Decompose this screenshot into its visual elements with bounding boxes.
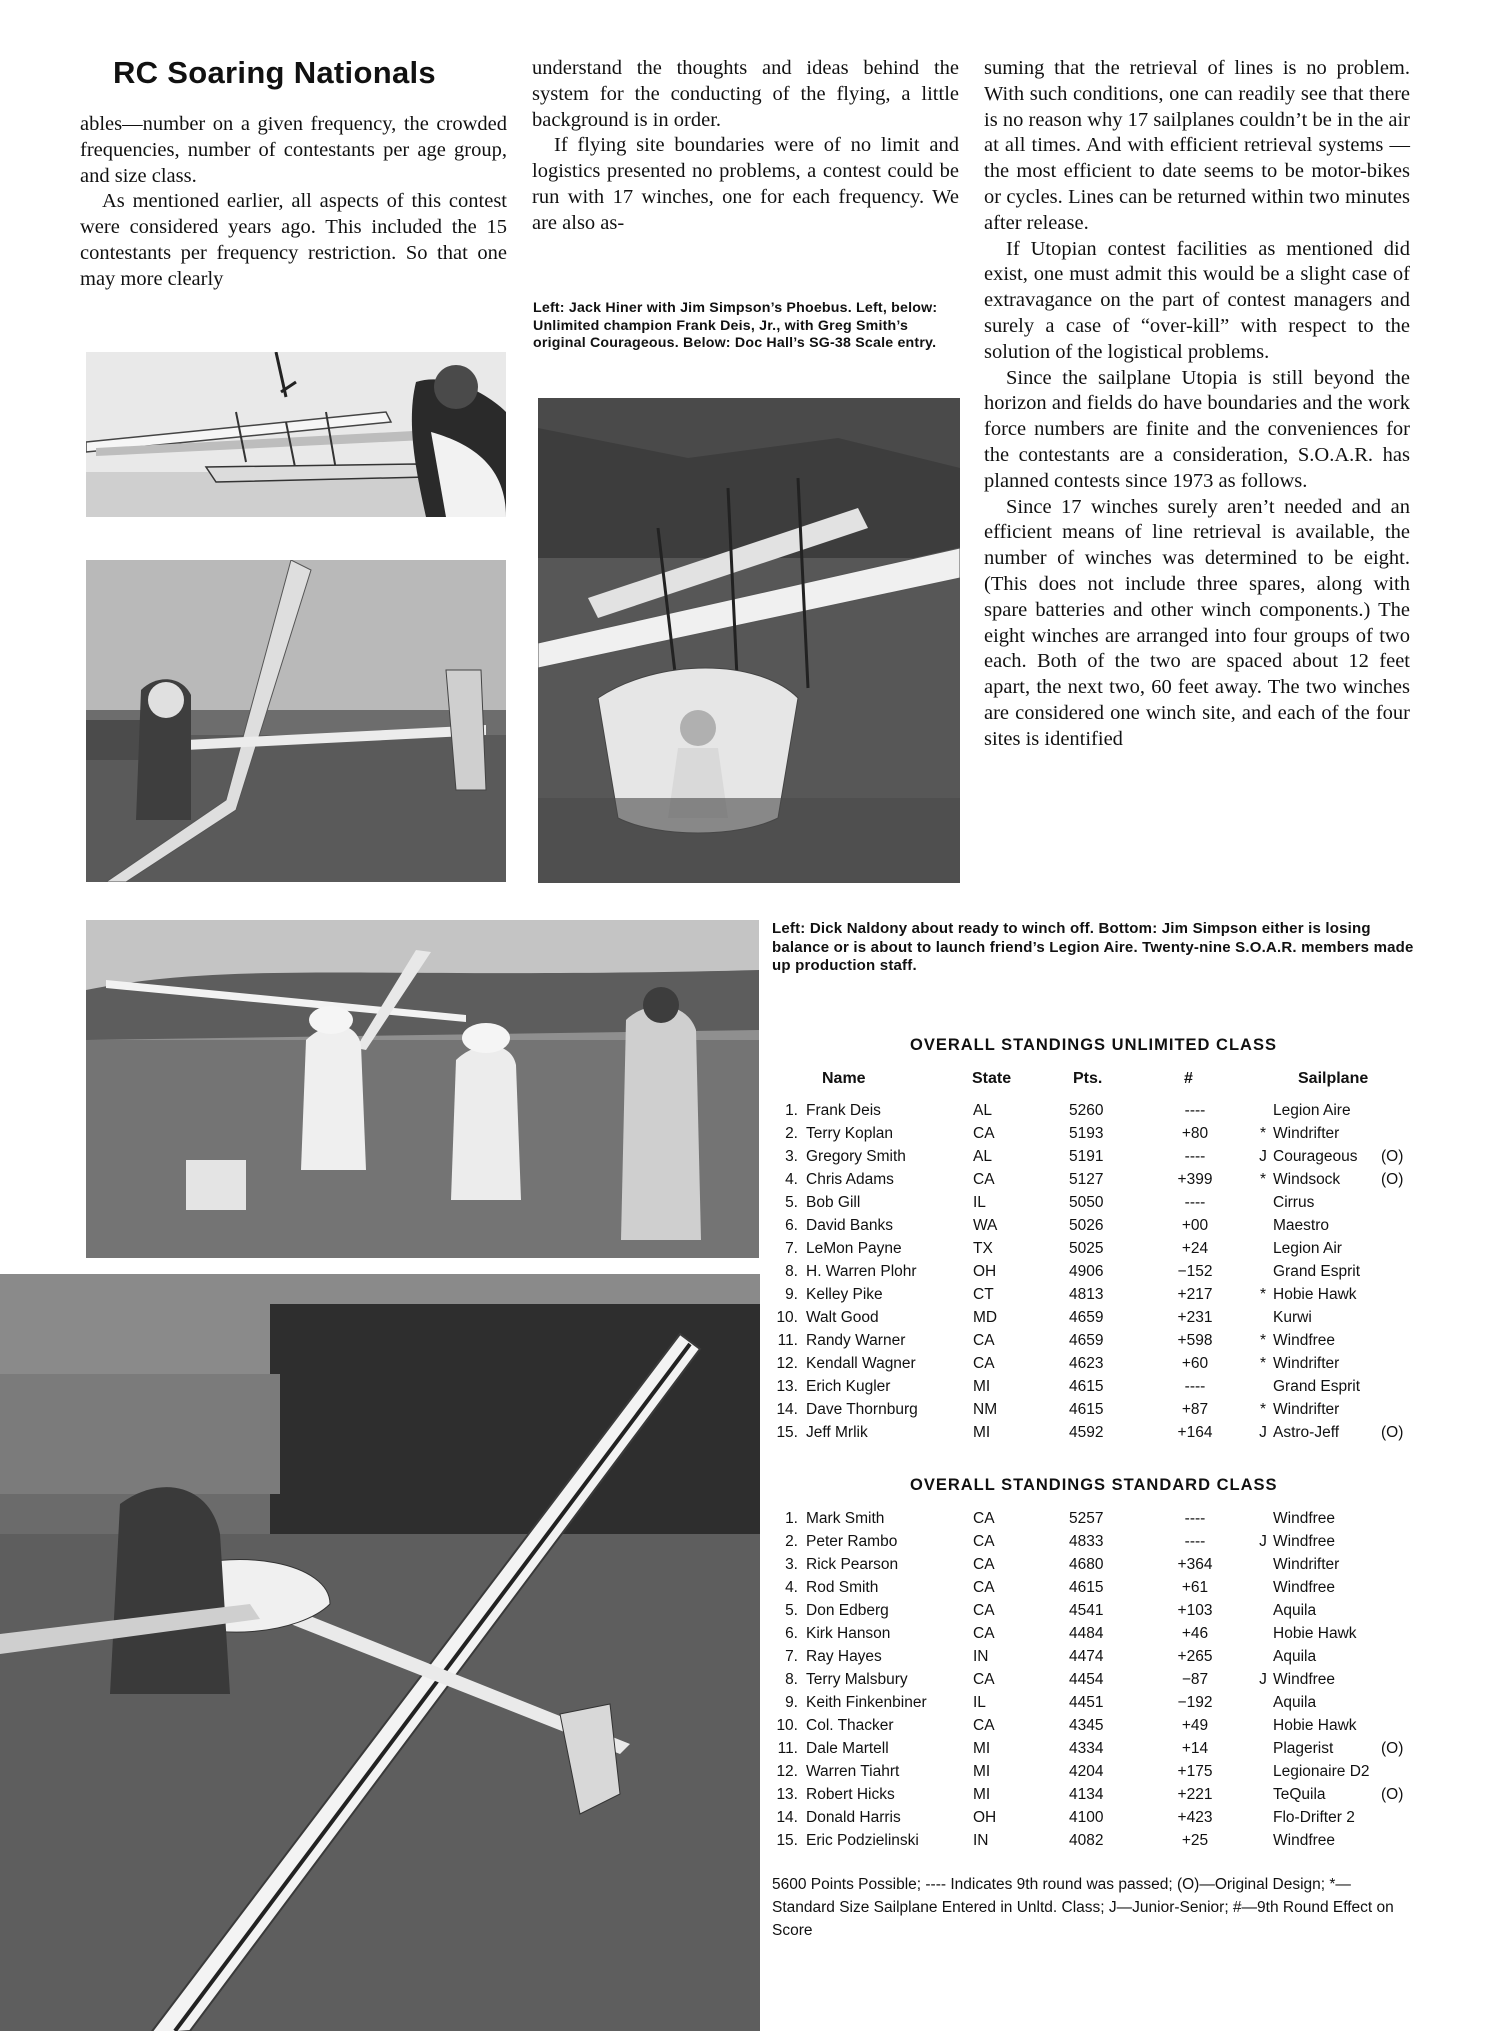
round-effect: +46	[1181, 1625, 1209, 1642]
rank: 1.	[785, 1510, 798, 1527]
table-row	[770, 1286, 1410, 1309]
contestant-name: Jeff Mrlik	[806, 1424, 868, 1441]
contestant-name: Kelley Pike	[806, 1286, 883, 1303]
points: 4082	[1069, 1832, 1104, 1849]
entry-mark: *	[1259, 1401, 1267, 1418]
table-row	[770, 1602, 1410, 1625]
original-design-mark: (O)	[1381, 1740, 1404, 1757]
entry-mark: *	[1259, 1171, 1267, 1188]
points: 4345	[1069, 1717, 1104, 1734]
original-design-mark: (O)	[1381, 1171, 1404, 1188]
sailplane: Aquila	[1273, 1602, 1317, 1619]
sailplane: Windfree	[1273, 1832, 1336, 1849]
contestant-name: Terry Koplan	[806, 1125, 894, 1142]
points: 4592	[1069, 1424, 1104, 1441]
contestant-name: Bob Gill	[806, 1194, 861, 1211]
rank: 15.	[776, 1424, 798, 1441]
sailplane: Flo-Drifter 2	[1273, 1809, 1355, 1826]
unlimited-standings-table	[770, 1102, 1410, 1452]
table-row	[770, 1533, 1410, 1556]
rank: 13.	[776, 1786, 798, 1803]
points: 5257	[1069, 1510, 1104, 1527]
table-row	[770, 1102, 1410, 1125]
rank: 12.	[776, 1355, 798, 1372]
round-effect: ----	[1184, 1148, 1206, 1165]
state: CA	[973, 1671, 995, 1688]
contestant-name: LeMon Payne	[806, 1240, 902, 1257]
points: 5260	[1069, 1102, 1104, 1119]
points: 4615	[1069, 1401, 1104, 1418]
points: 4454	[1069, 1671, 1104, 1688]
sailplane: Windfree	[1273, 1671, 1336, 1688]
entry-mark: *	[1259, 1355, 1267, 1372]
table-row	[770, 1171, 1410, 1194]
sailplane: Legion Air	[1273, 1240, 1342, 1257]
paragraph: suming that the retrieval of lines is no problem. With such conditions, one can readily see that there is no reason why 17 sailplanes couldn’t be in the air at all times. And with efficient retrieval systems —the most efficient to date seems to be motor-bikes or cycles. Lines can be returned within two minutes after release.	[984, 57, 1410, 234]
contestant-name: Frank Deis	[806, 1102, 881, 1119]
round-effect: +364	[1177, 1556, 1213, 1573]
points: 5127	[1069, 1171, 1104, 1188]
points: 5026	[1069, 1217, 1104, 1234]
round-effect: +87	[1181, 1401, 1209, 1418]
points: 4680	[1069, 1556, 1104, 1573]
round-effect: +598	[1177, 1332, 1213, 1349]
contestant-name: Keith Finkenbiner	[806, 1694, 927, 1711]
table-row	[770, 1740, 1410, 1763]
points: 4134	[1069, 1786, 1104, 1803]
rank: 3.	[785, 1148, 798, 1165]
table-row	[770, 1556, 1410, 1579]
state: CA	[973, 1332, 995, 1349]
state: CA	[973, 1355, 995, 1372]
contestant-name: Don Edberg	[806, 1602, 889, 1619]
round-effect: +14	[1181, 1740, 1209, 1757]
points: 4334	[1069, 1740, 1104, 1757]
points: 4474	[1069, 1648, 1104, 1665]
paragraph: If Utopian contest facilities as mentioned did exist, one must admit this would be a slight case of extravagance on the part of contest managers and surely a case of “over-kill” with respect to the solution of the logistical problems.	[984, 237, 1410, 363]
contestant-name: Rick Pearson	[806, 1556, 899, 1573]
round-effect: +231	[1177, 1309, 1213, 1326]
points: 4623	[1069, 1355, 1104, 1372]
header-effect: #	[1184, 1070, 1193, 1087]
sailplane: Grand Esprit	[1273, 1378, 1361, 1395]
round-effect: +103	[1177, 1602, 1213, 1619]
text-column-3	[984, 56, 1410, 753]
sailplane: Plagerist	[1273, 1740, 1334, 1757]
round-effect: −192	[1177, 1694, 1213, 1711]
rank: 14.	[776, 1401, 798, 1418]
sailplane: Windfree	[1273, 1533, 1336, 1550]
rank: 1.	[785, 1102, 798, 1119]
round-effect: +399	[1177, 1171, 1213, 1188]
contestant-name: Randy Warner	[806, 1332, 906, 1349]
sailplane: Cirrus	[1273, 1194, 1315, 1211]
contestant-name: Peter Rambo	[806, 1533, 898, 1550]
state: CA	[973, 1556, 995, 1573]
rank: 15.	[776, 1832, 798, 1849]
state: CA	[973, 1602, 995, 1619]
state: CA	[973, 1125, 995, 1142]
points: 5191	[1069, 1148, 1104, 1165]
round-effect: +217	[1177, 1286, 1213, 1303]
contestant-name: Gregory Smith	[806, 1148, 906, 1165]
contestant-name: Robert Hicks	[806, 1786, 895, 1803]
contestant-name: Donald Harris	[806, 1809, 901, 1826]
round-effect: +49	[1181, 1717, 1209, 1734]
state: CA	[973, 1533, 995, 1550]
points: 4100	[1069, 1809, 1104, 1826]
points: 5050	[1069, 1194, 1104, 1211]
table-row	[770, 1309, 1410, 1332]
table-row	[770, 1579, 1410, 1602]
text-column-1	[80, 112, 507, 293]
points: 4813	[1069, 1286, 1104, 1303]
round-effect: +61	[1181, 1579, 1209, 1596]
original-design-mark: (O)	[1381, 1148, 1404, 1165]
round-effect: +24	[1181, 1240, 1209, 1257]
entry-mark: *	[1259, 1286, 1267, 1303]
entry-mark: *	[1259, 1125, 1267, 1142]
round-effect: +423	[1177, 1809, 1213, 1826]
rank: 6.	[785, 1217, 798, 1234]
round-effect: −152	[1177, 1263, 1213, 1280]
points: 4906	[1069, 1263, 1104, 1280]
rank: 6.	[785, 1625, 798, 1642]
rank: 8.	[785, 1671, 798, 1688]
contestant-name: Terry Malsbury	[806, 1671, 908, 1688]
state: IL	[973, 1194, 986, 1211]
round-effect: +164	[1177, 1424, 1213, 1441]
contestant-name: Ray Hayes	[806, 1648, 882, 1665]
rank: 13.	[776, 1378, 798, 1395]
contestant-name: Mark Smith	[806, 1510, 885, 1527]
round-effect: ----	[1184, 1194, 1206, 1211]
sailplane: Windrifter	[1273, 1401, 1340, 1418]
round-effect: ----	[1184, 1533, 1206, 1550]
contestant-name: Dave Thornburg	[806, 1401, 918, 1418]
rank: 11.	[777, 1332, 798, 1349]
standard-standings-table	[770, 1510, 1410, 1860]
points: 4615	[1069, 1378, 1104, 1395]
table-row	[770, 1648, 1410, 1671]
round-effect: +25	[1181, 1832, 1209, 1849]
table-row	[770, 1332, 1410, 1355]
table-row	[770, 1401, 1410, 1424]
contestant-name: Rod Smith	[806, 1579, 879, 1596]
state: NM	[973, 1401, 998, 1418]
state: CA	[973, 1510, 995, 1527]
state: CA	[973, 1579, 995, 1596]
table-row	[770, 1694, 1410, 1717]
rank: 5.	[785, 1602, 798, 1619]
round-effect: +80	[1181, 1125, 1209, 1142]
photo-caption-bottom: Left: Dick Naldony about ready to winch off. Bottom: Jim Simpson either is losing balance or is about to launch friend’s Legion Aire. Twenty-nine S.O.A.R. members made up production staff.	[772, 920, 1414, 974]
sailplane: Kurwi	[1273, 1309, 1312, 1326]
paragraph: As mentioned earlier, all aspects of this contest were considered years ago. This included the 15 contestants per frequency restriction. So that one may more clearly	[80, 190, 507, 290]
rank: 8.	[785, 1263, 798, 1280]
rank: 14.	[776, 1809, 798, 1826]
sailplane: Windrifter	[1273, 1125, 1340, 1142]
state: MI	[973, 1740, 991, 1757]
points: 5193	[1069, 1125, 1104, 1142]
table-row	[770, 1424, 1410, 1447]
contestant-name: H. Warren Plohr	[806, 1263, 917, 1280]
contestant-name: Chris Adams	[806, 1171, 894, 1188]
entry-mark: J	[1259, 1148, 1267, 1165]
rank: 9.	[785, 1694, 798, 1711]
paragraph: Since the sailplane Utopia is still beyond the horizon and fields do have boundaries and the work force numbers are finite and the conveniences for the contestants are a consideration, S.O.A.R. has planned contests since 1973 as follows.	[984, 366, 1410, 492]
original-design-mark: (O)	[1381, 1786, 1404, 1803]
page-title: RC Soaring Nationals	[113, 55, 436, 90]
sailplane: Legionaire D2	[1273, 1763, 1370, 1780]
table-row	[770, 1832, 1410, 1855]
contestant-name: David Banks	[806, 1217, 894, 1234]
photo-phoebus	[86, 352, 506, 517]
entry-mark: J	[1259, 1671, 1267, 1688]
header-pts: Pts.	[1073, 1070, 1103, 1087]
rank: 5.	[785, 1194, 798, 1211]
contestant-name: Walt Good	[806, 1309, 879, 1326]
state: OH	[973, 1263, 997, 1280]
state: MI	[973, 1424, 991, 1441]
round-effect: ----	[1184, 1102, 1206, 1119]
photo-legion-aire	[0, 1274, 760, 2031]
rank: 2.	[785, 1125, 798, 1142]
rank: 9.	[785, 1286, 798, 1303]
rank: 2.	[785, 1533, 798, 1550]
table-row	[770, 1148, 1410, 1171]
state: AL	[973, 1148, 992, 1165]
state: AL	[973, 1102, 992, 1119]
table-row	[770, 1809, 1410, 1832]
contestant-name: Warren Tiahrt	[806, 1763, 900, 1780]
unlimited-standings-title: OVERALL STANDINGS UNLIMITED CLASS	[910, 1036, 1277, 1054]
photo-caption-top: Left: Jack Hiner with Jim Simpson’s Phoebus. Left, below: Unlimited champion Frank Deis, Jr., with Greg Smith’s original Courageous. Below: Doc Hall’s SG-38 Scale entry.	[533, 300, 938, 351]
contestant-name: Kendall Wagner	[806, 1355, 916, 1372]
header-state: State	[972, 1070, 1012, 1087]
rank: 12.	[776, 1763, 798, 1780]
points: 4451	[1069, 1694, 1104, 1711]
paragraph: Since 17 winches surely aren’t needed and an efficient means of line retrieval is available, the number of winches was determined to be eight. (This does not include three spares, along with spare batteries and other winch components.) The eight winches are arranged into four groups of two each. Both of the two are spaced about 12 feet apart, the next two, 60 feet away. The two winches are considered one winch site, and each of the four sites is identified	[984, 495, 1410, 750]
points: 4541	[1069, 1602, 1104, 1619]
entry-mark: J	[1259, 1424, 1267, 1441]
round-effect: −87	[1181, 1671, 1209, 1688]
state: IN	[973, 1832, 989, 1849]
rank: 3.	[785, 1556, 798, 1573]
points: 4659	[1069, 1309, 1104, 1326]
sailplane: Astro-Jeff	[1273, 1424, 1340, 1441]
state: OH	[973, 1809, 997, 1826]
paragraph: If flying site boundaries were of no limit and logistics presented no problems, a contest could be run with 17 winches, one for each frequency. We are also as-	[532, 134, 959, 234]
sailplane: Hobie Hawk	[1273, 1717, 1357, 1734]
state: IL	[973, 1694, 986, 1711]
rank: 4.	[785, 1171, 798, 1188]
table-row	[770, 1671, 1410, 1694]
contestant-name: Kirk Hanson	[806, 1625, 891, 1642]
text-column-2	[532, 56, 959, 237]
sailplane: Windfree	[1273, 1332, 1336, 1349]
entry-mark: J	[1259, 1533, 1267, 1550]
state: TX	[973, 1240, 993, 1257]
sailplane: Hobie Hawk	[1273, 1625, 1357, 1642]
sailplane: Aquila	[1273, 1694, 1317, 1711]
state: MD	[973, 1309, 998, 1326]
points: 4659	[1069, 1332, 1104, 1349]
state: WA	[973, 1217, 998, 1234]
sailplane: Grand Esprit	[1273, 1263, 1361, 1280]
rank: 10.	[776, 1717, 798, 1734]
contestant-name: Erich Kugler	[806, 1378, 891, 1395]
table-row	[770, 1378, 1410, 1401]
table-row	[770, 1125, 1410, 1148]
table-row	[770, 1355, 1410, 1378]
paragraph: understand the thoughts and ideas behind the system for the conducting of the flying, a little background is in order.	[532, 57, 959, 131]
state: IN	[973, 1648, 989, 1665]
sailplane: Windrifter	[1273, 1556, 1340, 1573]
sailplane: Maestro	[1273, 1217, 1329, 1234]
sailplane: Windfree	[1273, 1510, 1336, 1527]
state: CA	[973, 1171, 995, 1188]
photo-courageous	[86, 560, 506, 882]
table-row	[770, 1763, 1410, 1786]
header-name: Name	[822, 1070, 866, 1087]
rank: 7.	[785, 1648, 798, 1665]
paragraph: ables—number on a given frequency, the crowded frequencies, number of contestants per age group, and size class.	[80, 113, 507, 187]
round-effect: +60	[1181, 1355, 1209, 1372]
header-sailplane: Sailplane	[1298, 1070, 1369, 1087]
entry-mark: *	[1259, 1332, 1267, 1349]
points: 4833	[1069, 1533, 1104, 1550]
sailplane: Windsock	[1273, 1171, 1341, 1188]
round-effect: ----	[1184, 1510, 1206, 1527]
table-row	[770, 1625, 1410, 1648]
contestant-name: Dale Martell	[806, 1740, 889, 1757]
state: CT	[973, 1286, 994, 1303]
table-row	[770, 1786, 1410, 1809]
contestant-name: Eric Podzielinski	[806, 1832, 919, 1849]
original-design-mark: (O)	[1381, 1424, 1404, 1441]
photo-naldony	[86, 920, 759, 1258]
sailplane: Legion Aire	[1273, 1102, 1351, 1119]
round-effect: +00	[1181, 1217, 1209, 1234]
table-row	[770, 1194, 1410, 1217]
state: MI	[973, 1378, 991, 1395]
round-effect: +221	[1177, 1786, 1213, 1803]
state: MI	[973, 1786, 991, 1803]
rank: 10.	[776, 1309, 798, 1326]
standings-footnote: 5600 Points Possible; ---- Indicates 9th round was passed; (O)—Original Design; *—Standard Size Sailplane Entered in Unltd. Class; J—Junior-Senior; #—9th Round Effect on Score	[772, 1876, 1394, 1939]
sailplane: Hobie Hawk	[1273, 1286, 1357, 1303]
rank: 11.	[777, 1740, 798, 1757]
points: 4484	[1069, 1625, 1104, 1642]
table-row	[770, 1717, 1410, 1740]
sailplane: Windrifter	[1273, 1355, 1340, 1372]
table-row	[770, 1240, 1410, 1263]
points: 5025	[1069, 1240, 1104, 1257]
points: 4204	[1069, 1763, 1104, 1780]
state: CA	[973, 1625, 995, 1642]
sailplane: Courageous	[1273, 1148, 1358, 1165]
table-row	[770, 1263, 1410, 1286]
state: MI	[973, 1763, 991, 1780]
sailplane: Aquila	[1273, 1648, 1317, 1665]
round-effect: ----	[1184, 1378, 1206, 1395]
sailplane: TeQuila	[1273, 1786, 1326, 1803]
photo-sg38	[538, 398, 960, 883]
table-row	[770, 1510, 1410, 1533]
points: 4615	[1069, 1579, 1104, 1596]
round-effect: +175	[1177, 1763, 1213, 1780]
state: CA	[973, 1717, 995, 1734]
standard-standings-title: OVERALL STANDINGS STANDARD CLASS	[910, 1476, 1278, 1494]
rank: 4.	[785, 1579, 798, 1596]
sailplane: Windfree	[1273, 1579, 1336, 1596]
table-row	[770, 1217, 1410, 1240]
contestant-name: Col. Thacker	[806, 1717, 894, 1734]
rank: 7.	[785, 1240, 798, 1257]
round-effect: +265	[1177, 1648, 1213, 1665]
